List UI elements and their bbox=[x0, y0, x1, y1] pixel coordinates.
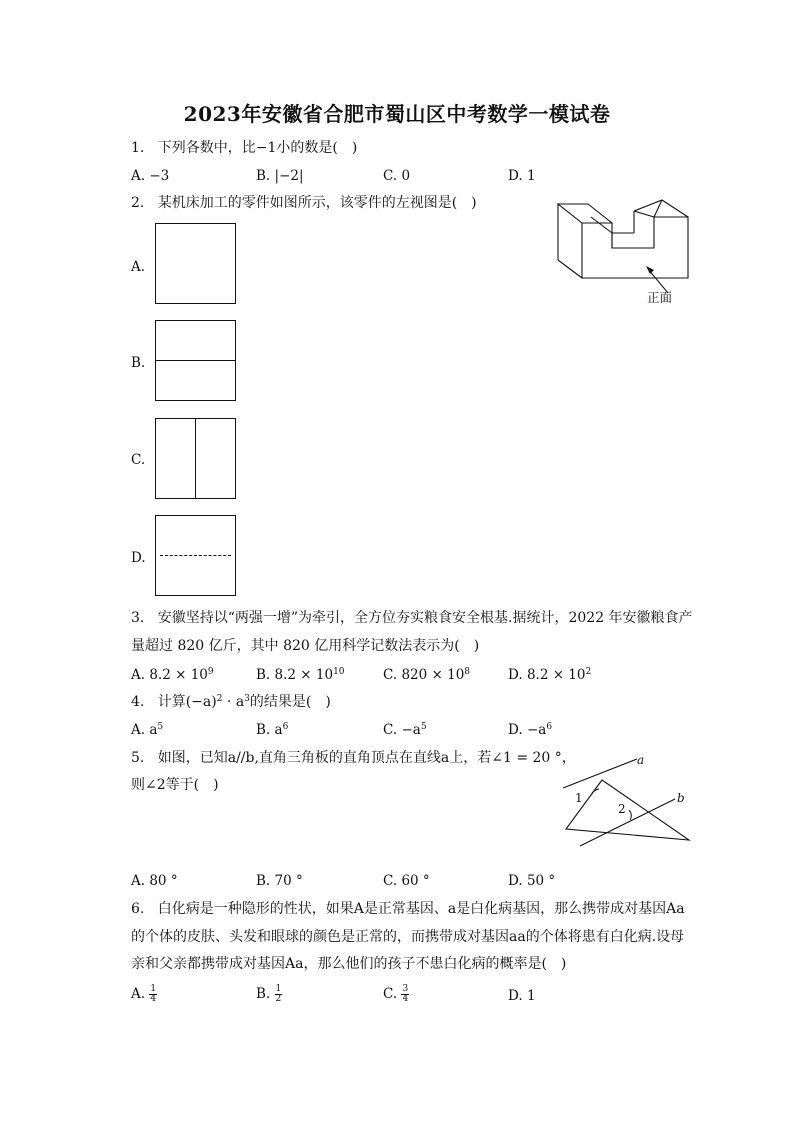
q3-option-b[interactable]: B. $8.2 \times 10^{10}$ bbox=[256, 667, 345, 683]
q6-option-c[interactable]: C. $\frac{3}{4}$ bbox=[383, 984, 409, 1004]
q2-option-d-square-figure[interactable] bbox=[155, 515, 236, 596]
machine-part-figure bbox=[550, 200, 695, 310]
fraction: $\frac{1}{2}$ bbox=[275, 984, 282, 1004]
question-5-stem-line1 bbox=[131, 749, 576, 767]
question-3-stem-line2: 量超过 820 亿斤，其中 820 亿用科学记数法表示为( ) bbox=[131, 638, 480, 654]
line-b bbox=[580, 799, 675, 846]
q2-option-d-label[interactable]: D. bbox=[131, 550, 146, 566]
question-number: 5. bbox=[131, 750, 145, 766]
q4-option-d[interactable]: D. $-a^6$ bbox=[508, 722, 553, 738]
q6-option-a[interactable]: A. $\frac{1}{4}$ bbox=[131, 984, 157, 1004]
fraction: $\frac{3}{4}$ bbox=[402, 984, 409, 1004]
q5-option-c[interactable]: C. 60 ° bbox=[383, 873, 430, 889]
q6-option-b[interactable]: B. $\frac{1}{2}$ bbox=[256, 984, 282, 1004]
question-6-stem-line3: 亲和父亲都携带成对基因Aa，那么他们的孩子不患白化病的概率是( ) bbox=[131, 956, 567, 972]
q2-option-c-label[interactable]: C. bbox=[131, 452, 146, 468]
q5-option-d[interactable]: D. 50 ° bbox=[508, 873, 556, 889]
question-6-stem-line2: 的个体的皮肤、头发和眼球的颜色是正常的，而携带成对基因aa的个体将患有白化病.设母 bbox=[131, 929, 685, 945]
question-text: 某机床加工的零件如图所示，该零件的左视图是( ) bbox=[157, 195, 477, 211]
q1-option-c[interactable]: C. 0 bbox=[383, 168, 411, 184]
q1-option-d[interactable]: D. 1 bbox=[508, 168, 536, 184]
question-3-stem-line1 bbox=[131, 609, 693, 627]
question-2-stem bbox=[131, 194, 477, 212]
q2-option-b-square-figure[interactable] bbox=[155, 320, 236, 401]
question-text: 下列各数中，比−1小的数是( ) bbox=[157, 140, 358, 156]
question-text: 白化病是一种隐形的性状，如果A是正常基因、a是白化病基因，那么携带成对基因Aa bbox=[157, 901, 685, 917]
q5-option-a[interactable]: A. 80 ° bbox=[131, 873, 178, 889]
label-angle-2: 2 bbox=[618, 802, 626, 816]
label-a: a bbox=[637, 753, 645, 767]
horizontal-divider-line bbox=[156, 360, 235, 361]
vertical-divider-line bbox=[195, 419, 196, 498]
question-number: 2. bbox=[131, 195, 145, 211]
q2-option-c-square-figure[interactable] bbox=[155, 418, 236, 499]
question-text: 安徽坚持以“两强一增”为牵引，全方位夯实粮食安全根基.据统计，2022 年安徽粮食产 bbox=[157, 610, 693, 626]
q2-option-b-label[interactable]: B. bbox=[131, 355, 146, 371]
front-view-caption: 正面 bbox=[647, 290, 673, 305]
q3-option-c[interactable]: C. $820 \times 10^8$ bbox=[383, 667, 471, 683]
page-title: 2023年安徽省合肥市蜀山区中考数学一模试卷 bbox=[183, 102, 611, 126]
q4-option-b[interactable]: B. $a^6$ bbox=[256, 722, 289, 738]
q6-option-d[interactable]: D. 1 bbox=[508, 988, 536, 1004]
q4-option-c[interactable]: C. $-a^5$ bbox=[383, 722, 427, 738]
label-angle-1: 1 bbox=[575, 791, 583, 805]
question-number: 4. bbox=[131, 694, 145, 710]
label-b: b bbox=[677, 791, 685, 805]
q3-option-a[interactable]: A. $8.2 \times 10^9$ bbox=[131, 667, 214, 683]
question-text: 如图，已知a//b,直角三角板的直角顶点在直线a上，若∠1 = 20 °， bbox=[157, 750, 576, 766]
question-5-stem-line2: 则∠2等于( ) bbox=[131, 777, 219, 793]
q3-option-d[interactable]: D. $8.2 \times 10^2$ bbox=[508, 667, 592, 683]
question-1-stem bbox=[131, 139, 357, 157]
q5-option-b[interactable]: B. 70 ° bbox=[256, 873, 303, 889]
question-number: 6. bbox=[131, 901, 145, 917]
question-number: 1. bbox=[131, 140, 145, 156]
fraction: $\frac{1}{4}$ bbox=[150, 984, 157, 1004]
parallel-lines-triangle-figure bbox=[555, 750, 705, 850]
question-number: 3. bbox=[131, 610, 145, 626]
q4-option-a[interactable]: A. $a^5$ bbox=[131, 722, 164, 738]
dashed-divider-line bbox=[160, 555, 231, 556]
q2-option-a-square-figure[interactable] bbox=[155, 223, 236, 304]
question-6-stem-line1 bbox=[131, 900, 685, 918]
q1-option-a[interactable]: A. −3 bbox=[131, 168, 170, 184]
question-4-stem: 4. 计算$(-a)^2 \cdot a^3$的结果是( ) bbox=[131, 694, 331, 710]
q2-option-a-label[interactable]: A. bbox=[131, 259, 146, 275]
q1-option-b[interactable]: B. |−2| bbox=[256, 168, 304, 184]
